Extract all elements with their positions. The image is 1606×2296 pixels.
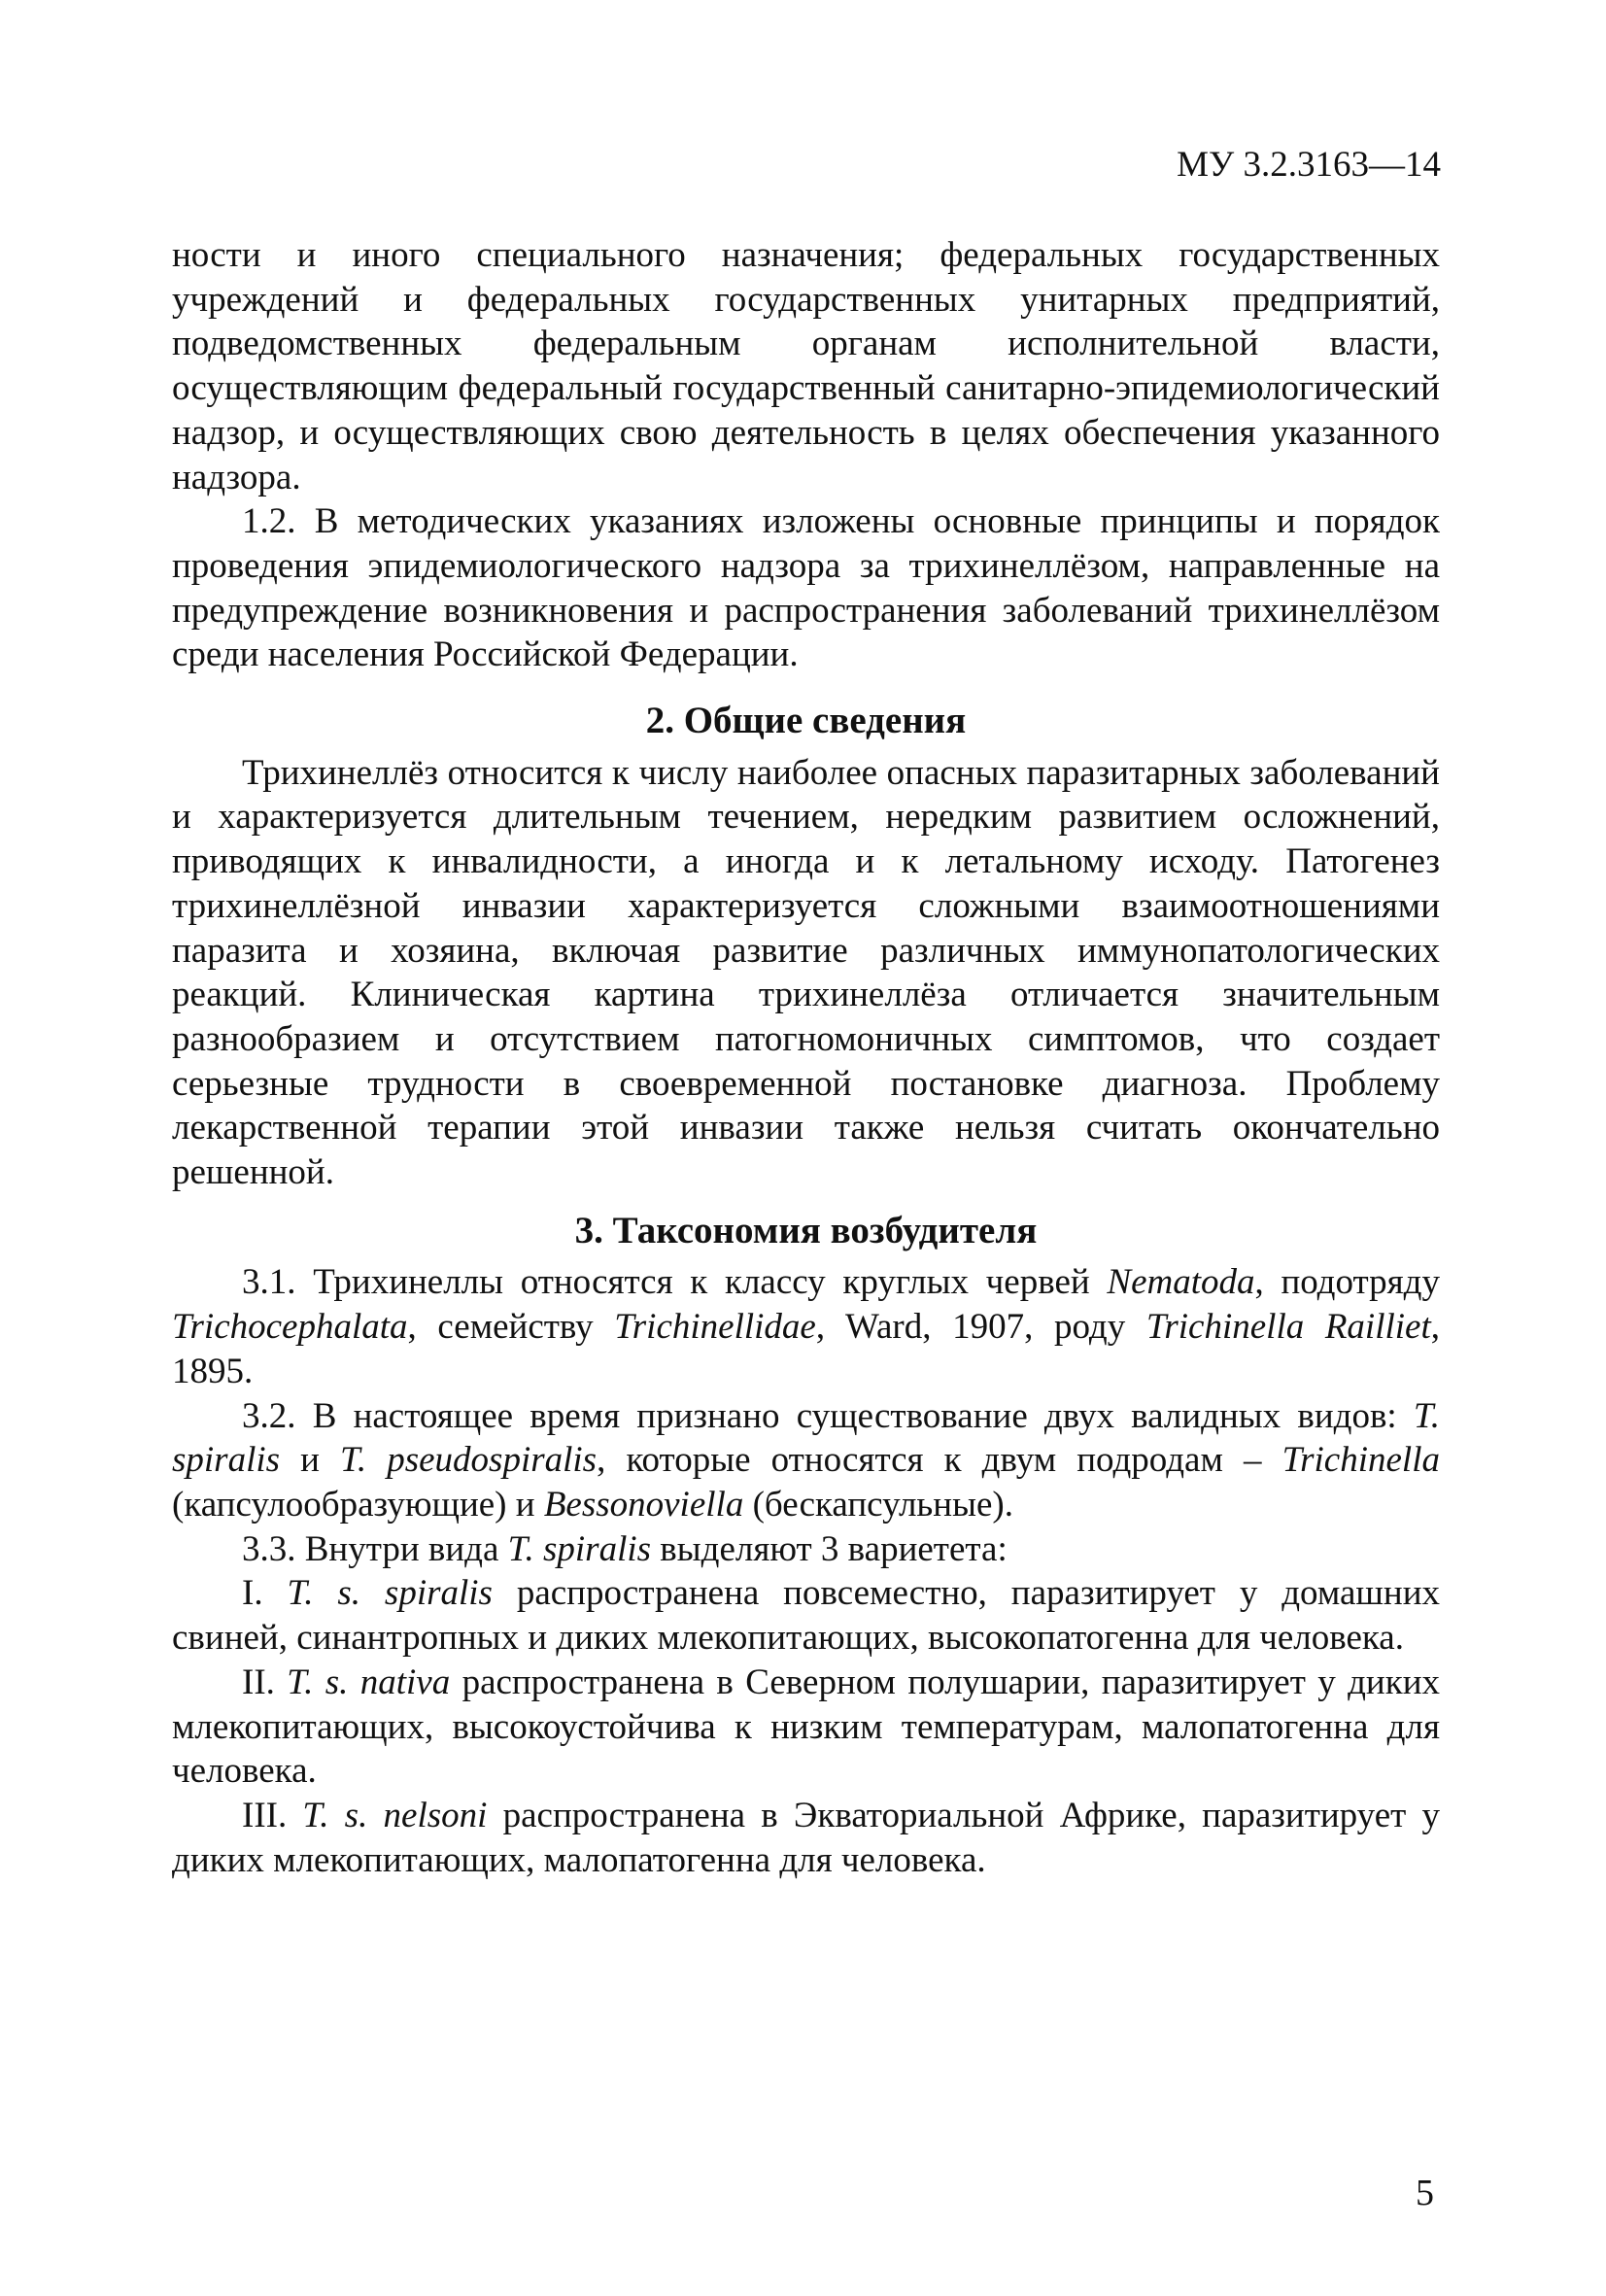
section-3-heading: 3. Таксономия возбудителя: [574, 1209, 1038, 1251]
text-run: распространена в Экваториальной Африке, паразитирует у диких млекопитающих, малопатогенна для человека.: [172, 1795, 1440, 1880]
variety-number: II.: [242, 1662, 288, 1702]
paragraph-continued: ности и иного специального назначения; федеральных государственных учреждений и федеральных государственных унитарных предприятий, подведомственных федеральным органам исполнительной власти, осуществляющим федеральный государственный санитарно-эпидемиологический надзор, и осуществляющих свою деятельность в целях обеспечения указанного надзора.: [172, 235, 1440, 497]
text-run: выделяют 3 вариетета:: [651, 1528, 1008, 1569]
variety-number: III.: [242, 1795, 303, 1835]
taxon-name: Bessonoviella: [543, 1484, 744, 1525]
variety-1: [172, 1571, 1440, 1660]
paragraph-3-2: [172, 1394, 1440, 1527]
text-run: 3.2. В настоящее время признано существование двух валидных видов:: [242, 1395, 1414, 1436]
taxon-name: T. pseudospiralis: [340, 1440, 598, 1481]
taxon-name: Trichocephalata: [172, 1307, 408, 1348]
page-number: 5: [1416, 2173, 1434, 2213]
document-code-header: МУ 3.2.3163—14: [1177, 145, 1441, 185]
text-run: распространена повсеместно, паразитирует у домашних свиней, синантропных и диких млекопитающих, высокопатогенна для человека.: [172, 1573, 1440, 1659]
text-run: 3.1. Трихинеллы относятся к классу круглых червей: [242, 1262, 1108, 1303]
text-run: , семейству: [407, 1307, 615, 1348]
taxon-name: T. spiralis: [172, 1395, 1440, 1481]
taxon-name: Trichinella Railliet: [1145, 1307, 1431, 1348]
text-run: распространена в Северном полушарии, паразитирует у диких млекопитающих, высокоустойчива к низким температурам, малопатогенна для человека.: [172, 1662, 1440, 1792]
text-run: 3.3. Внутри вида: [242, 1528, 508, 1569]
taxon-name: Nematoda: [1107, 1262, 1255, 1303]
paragraph-1-2: 1.2. В методических указаниях изложены основные принципы и порядок проведения эпидемиологического надзора за трихинеллёзом, направленные на предупреждение возникновения и распространения заболеваний трихинеллёзом среди населения Российской Федерации.: [172, 501, 1440, 675]
section-2-paragraph: Трихинеллёз относится к числу наиболее опасных паразитарных заболеваний и характеризуется длительным течением, нередким развитием осложнений, приводящих к инвалидности, а иногда и к летальному исходу. Патогенез трихинеллёзной инвазии характеризуется сложными взаимоотношениями паразита и хозяина, включая развитие различных иммунопатологических реакций. Клиническая картина трихинеллёза отличается значительным разнообразием и отсутствием патогномоничных симптомов, что создает серьезные трудности в своевременной постановке диагноза. Проблему лекарственной терапии этой инвазии также нельзя считать окончательно решенной.: [172, 752, 1440, 1193]
text-run: , которые относятся к двум подродам –: [597, 1440, 1282, 1481]
text-run: (капсулообразующие) и: [172, 1484, 544, 1525]
variety-3: [172, 1794, 1440, 1882]
taxon-name: T. spiralis: [507, 1528, 652, 1569]
taxon-name: T. s. spiralis: [287, 1573, 493, 1614]
text-run: (бескапсульные).: [743, 1484, 1013, 1525]
page-content: [172, 233, 1440, 1882]
taxon-name: Trichinella: [1281, 1440, 1440, 1481]
text-run: , Ward, 1907, роду: [815, 1307, 1146, 1348]
variety-2: [172, 1661, 1440, 1794]
text-run: и: [280, 1440, 341, 1481]
paragraph-3-3: [172, 1527, 1440, 1572]
section-2-heading: 2. Общие сведения: [645, 700, 967, 742]
variety-number: I.: [242, 1573, 288, 1614]
taxon-name: T. s. nativa: [287, 1662, 451, 1702]
text-run: , подотряду: [1254, 1262, 1440, 1303]
text-run: , 1895.: [172, 1307, 1441, 1391]
paragraph-3-1: [172, 1260, 1440, 1393]
taxon-name: T. s. nelsoni: [302, 1795, 488, 1835]
taxon-name: Trichinellidae: [614, 1307, 816, 1348]
